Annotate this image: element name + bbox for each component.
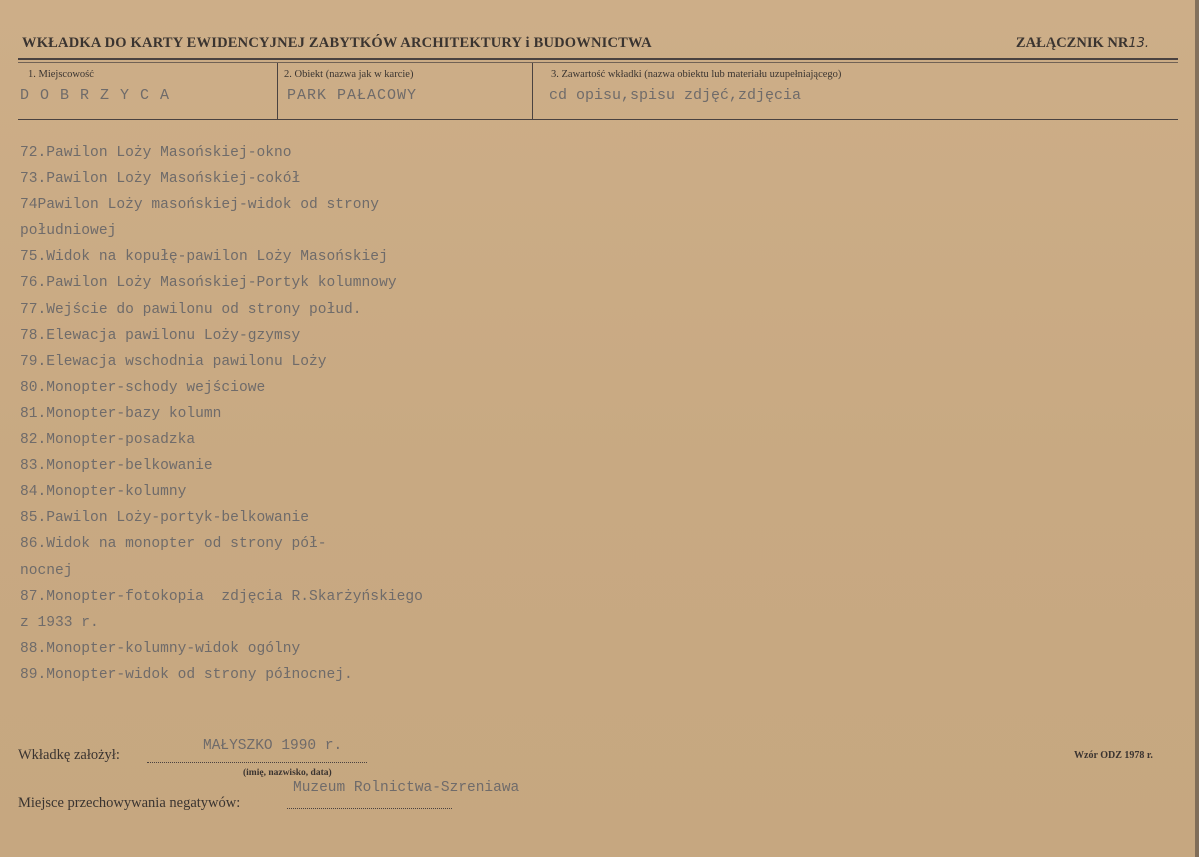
annex-handwritten-number: 13. — [1128, 36, 1149, 51]
list-item: 73.Pawilon Loży Masońskiej-cokół — [20, 171, 301, 188]
list-item: 72.Pawilon Loży Masońskiej-okno — [20, 145, 292, 161]
contents-value: cd opisu,spisu zdjęć,zdjęcia — [549, 87, 802, 104]
list-item: 84.Monopter-kolumny — [20, 484, 187, 501]
photo-list — [20, 140, 423, 688]
locality-value: DOBRZYCA — [20, 87, 181, 104]
storage-label: Miejsce przechowywania negatywów: — [18, 795, 241, 811]
list-item: 86.Widok na monopter od strony pół- — [20, 536, 327, 553]
list-item: 81.Monopter-bazy kolumn — [20, 405, 222, 422]
header-rule-thin — [18, 62, 1178, 63]
annex-number — [1016, 35, 1149, 52]
form-code: Wzór ODZ 1978 r. — [1074, 750, 1153, 761]
list-item: 83.Monopter-belkowanie — [20, 458, 213, 475]
column-divider — [277, 63, 278, 119]
founder-value: MAŁYSZKO 1990 r. — [203, 738, 343, 754]
list-item: nocnej — [20, 562, 73, 579]
storage-line — [287, 808, 452, 809]
founder-hint: (imię, nazwisko, data) — [243, 768, 332, 778]
list-item: 88.Monopter-kolumny-widok ogólny — [20, 640, 301, 657]
list-item: 78.Elewacja pawilonu Loży-gzymsy — [20, 327, 301, 344]
list-item: 80.Monopter-schody wejściowe — [20, 379, 266, 396]
card-title: WKŁADKA DO KARTY EWIDENCYJNEJ ZABYTKÓW ARCHITEKTURY i BUDOWNICTWA — [22, 35, 652, 51]
card-edge — [1195, 0, 1199, 857]
object-label: 2. Obiekt (nazwa jak w karcie) — [284, 69, 414, 80]
list-item: 75.Widok na kopułę-pawilon Loży Masońskiej — [20, 249, 388, 266]
founder-line — [147, 762, 367, 763]
list-item: 79.Elewacja wschodnia pawilonu Loży — [20, 353, 327, 370]
column-divider — [532, 63, 533, 119]
founder-label: Wkładkę założył: — [18, 747, 120, 763]
list-item: 74Pawilon Loży masońskiej-widok od strony — [20, 197, 380, 214]
header-rule — [18, 58, 1178, 60]
list-item: 82.Monopter-posadzka — [20, 432, 196, 449]
contents-label: 3. Zawartość wkładki (nazwa obiektu lub materiału uzupełniającego) — [551, 69, 842, 80]
object-value: PARK PAŁACOWY — [287, 87, 418, 104]
list-item: 77.Wejście do pawilonu od strony połud. — [20, 301, 362, 318]
list-item: 76.Pawilon Loży Masońskiej-Portyk kolumnowy — [20, 275, 397, 292]
locality-label: 1. Miejscowość — [28, 69, 94, 80]
list-item: 87.Monopter-fotokopia zdjęcia R.Skarżyńskiego — [20, 588, 423, 605]
list-item: południowej — [20, 223, 117, 240]
list-item: z 1933 r. — [20, 614, 99, 631]
annex-label: ZAŁĄCZNIK NR — [1015, 35, 1129, 51]
storage-value: Muzeum Rolnictwa-Szreniawa — [293, 780, 520, 796]
list-item: 85.Pawilon Loży-portyk-belkowanie — [20, 510, 310, 527]
fields-rule — [18, 119, 1178, 120]
list-item: 89.Monopter-widok od strony północnej. — [20, 666, 353, 683]
